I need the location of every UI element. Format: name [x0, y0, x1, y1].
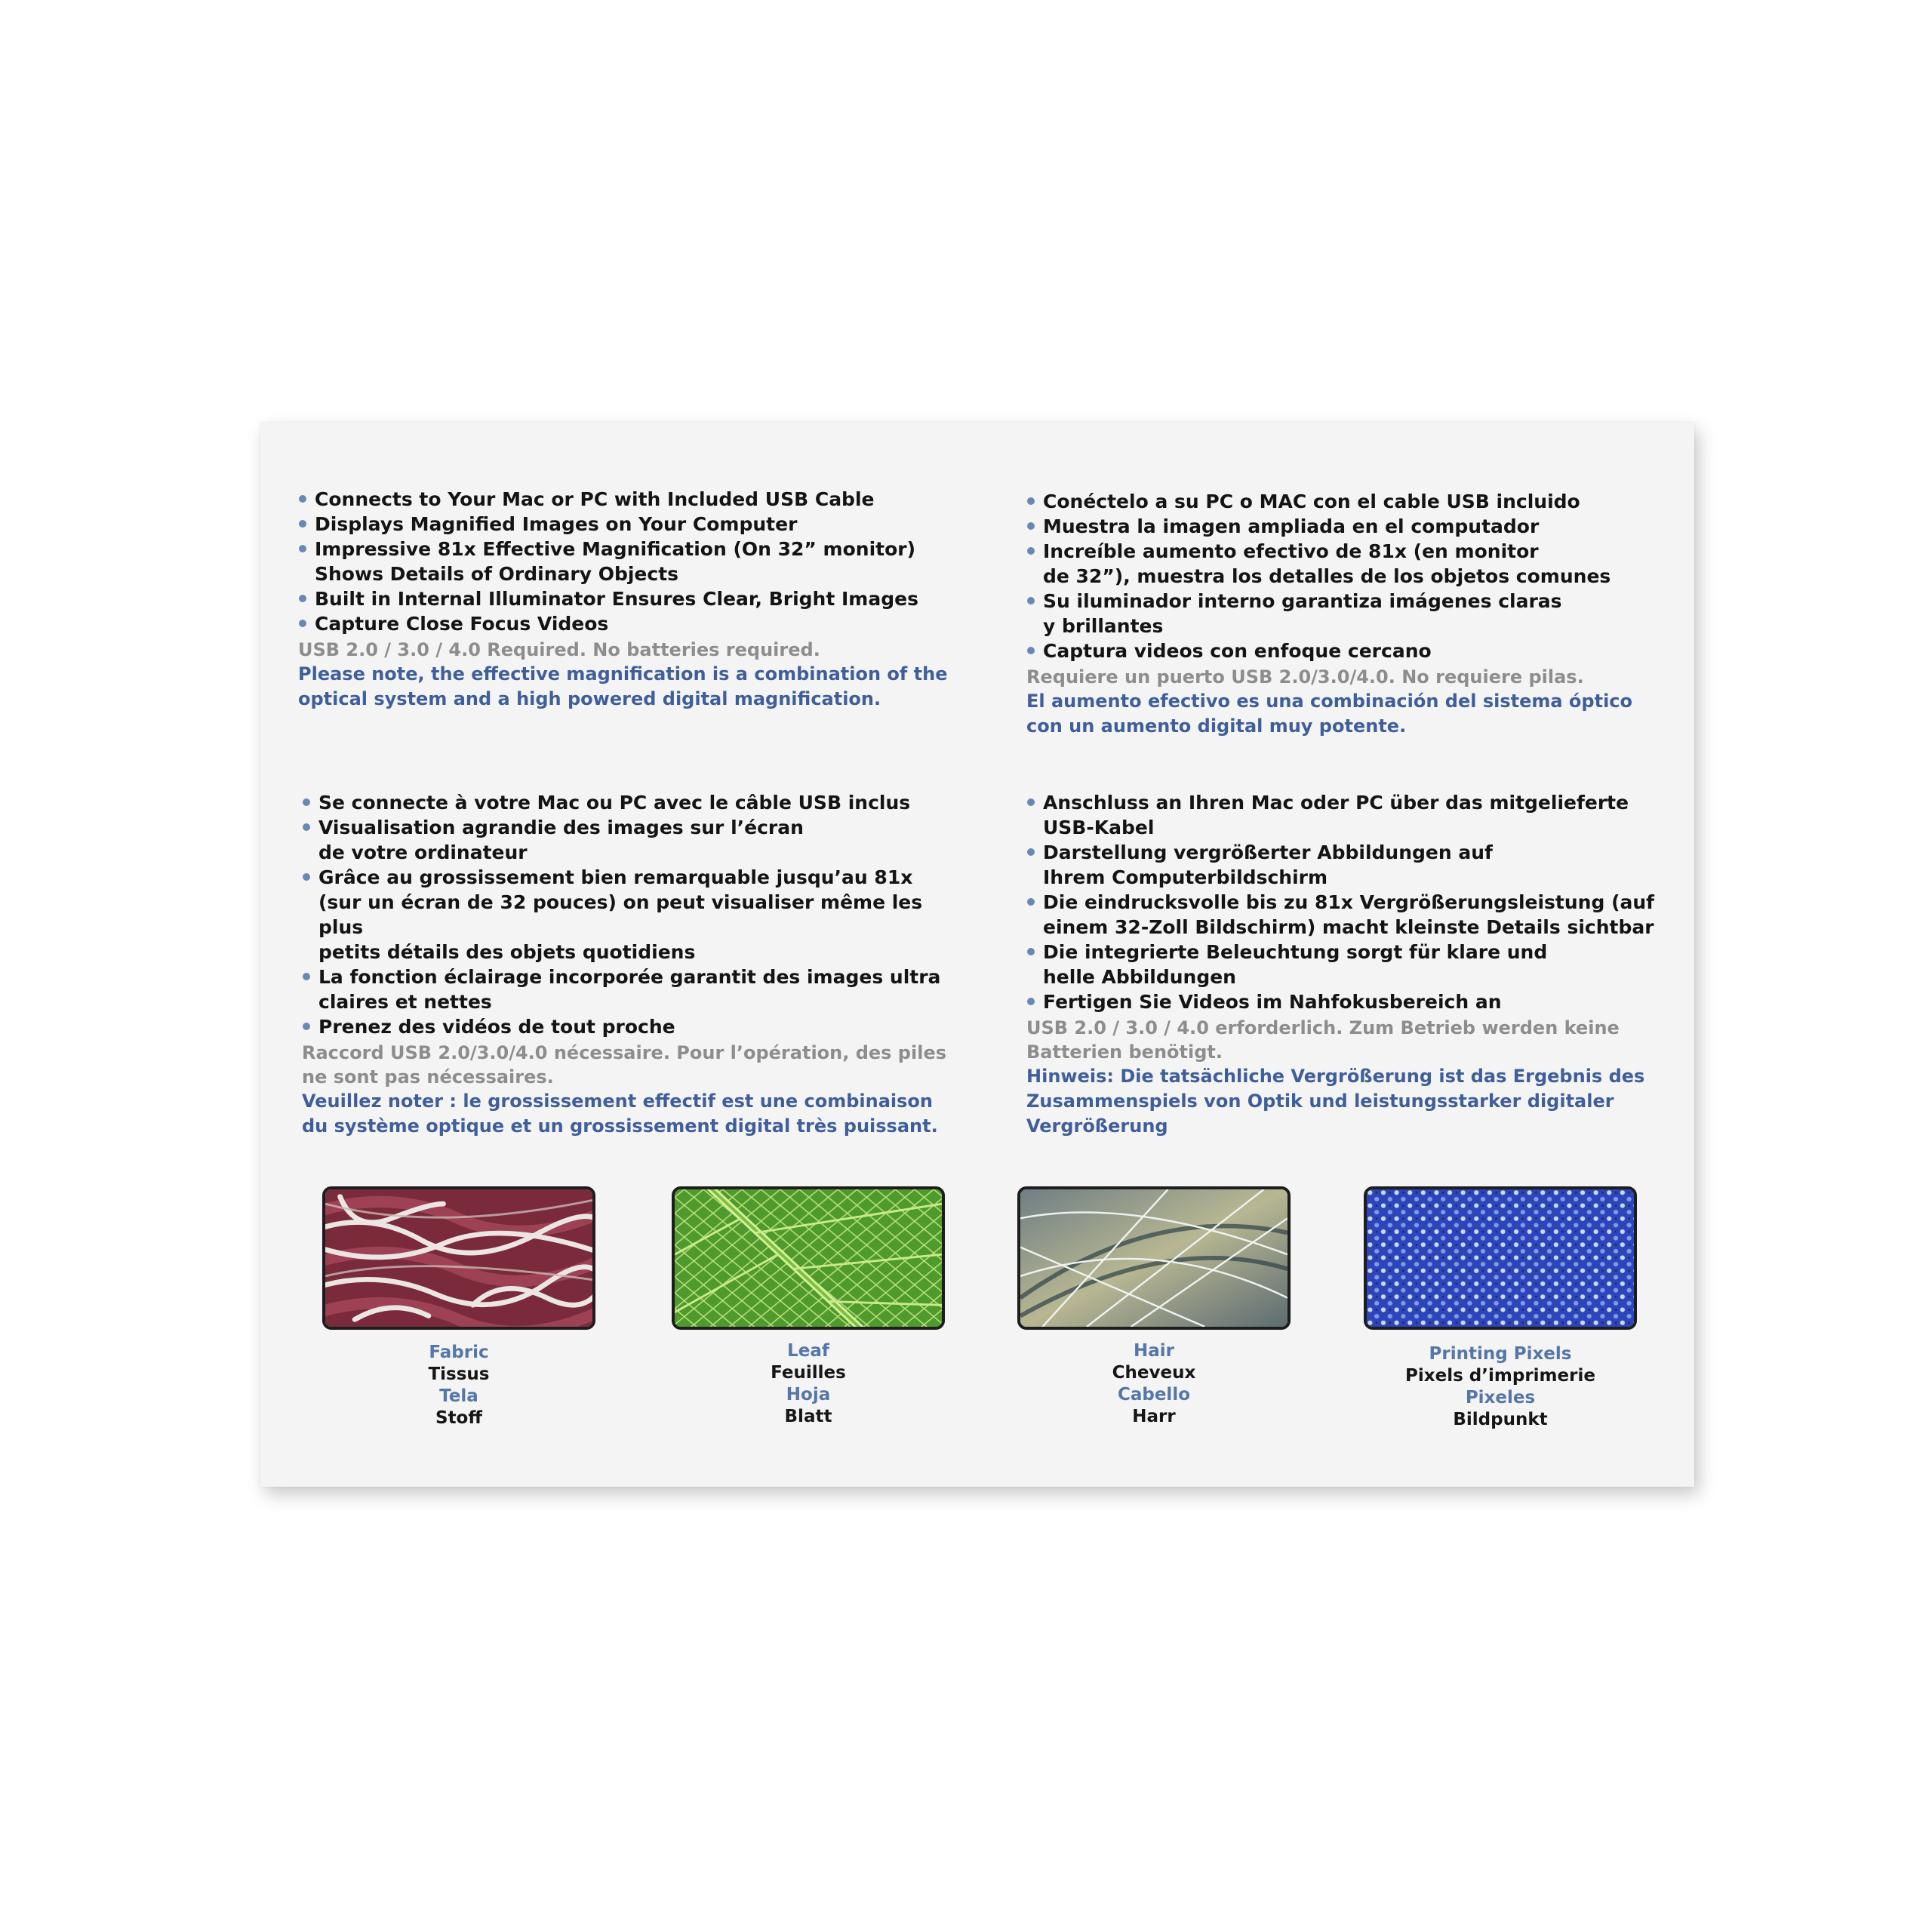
german-feature-list: [1026, 790, 1683, 1014]
french-requirements: Raccord USB 2.0/3.0/4.0 nécessaire. Pour l’opération, des piles ne sont pas nécessaires.: [302, 1042, 947, 1088]
list-item: Capture Close Focus Videos: [298, 611, 962, 636]
spanish-feature-list: [1026, 489, 1675, 663]
list-item: Su iluminador interno garantiza imágenes claras y brillantes: [1026, 589, 1675, 638]
caption-german: Harr: [1132, 1407, 1176, 1426]
caption-german: Bildpunkt: [1453, 1410, 1548, 1429]
leaf-caption: [672, 1340, 945, 1428]
fabric-texture-icon: [325, 1189, 592, 1327]
french-section: [302, 790, 966, 1139]
french-note: Veuillez noter : le grossissement effectif est une combinaison du système optique et un grossissement digital très puissant.: [302, 1091, 938, 1137]
leaf-texture-image: [672, 1186, 945, 1330]
caption-spanish: Hoja: [786, 1385, 831, 1404]
list-item: Prenez des vidéos de tout proche: [302, 1014, 966, 1039]
fabric-caption: [322, 1342, 595, 1429]
fabric-texture-image: [322, 1186, 595, 1330]
hair-texture-image: [1017, 1186, 1291, 1330]
caption-french: Feuilles: [771, 1363, 846, 1383]
list-item: Die eindrucksvolle bis zu 81x Vergrößerungsleistung (auf einem 32-Zoll Bildschirm) macht kleinste Details sichtbar: [1026, 890, 1683, 940]
list-item: Visualisation agrandie des images sur l’écran de votre ordinateur: [302, 815, 966, 865]
list-item: Conéctelo a su PC o MAC con el cable USB incluido: [1026, 489, 1675, 514]
printing-pixels-texture-image: [1364, 1186, 1637, 1330]
list-item: Built in Internal Illuminator Ensures Clear, Bright Images: [298, 586, 962, 611]
french-feature-list: [302, 790, 966, 1039]
list-item: La fonction éclairage incorporée garantit des images ultra claires et nettes: [302, 964, 966, 1014]
caption-german: Blatt: [784, 1407, 832, 1426]
caption-english: Hair: [1134, 1341, 1174, 1361]
list-item: Impressive 81x Effective Magnification (On 32” monitor) Shows Details of Ordinary Objects: [298, 537, 962, 586]
english-section: [298, 487, 962, 712]
caption-french: Cheveux: [1112, 1363, 1196, 1383]
english-requirements: USB 2.0 / 3.0 / 4.0 Required. No batteries required.: [298, 639, 820, 660]
hair-texture-icon: [1020, 1189, 1287, 1327]
hair-caption: [1017, 1340, 1291, 1428]
caption-english: Leaf: [787, 1341, 829, 1361]
caption-spanish: Cabello: [1117, 1385, 1191, 1404]
german-note: Hinweis: Die tatsächliche Vergrößerung ist das Ergebnis des Zusammenspiels von Optik und leistungsstarker digitaler Vergrößerung: [1026, 1066, 1645, 1137]
printing-pixels-caption: [1364, 1343, 1637, 1431]
leaf-texture-icon: [675, 1189, 942, 1327]
caption-spanish: Tela: [439, 1386, 478, 1406]
caption-english: Printing Pixels: [1429, 1344, 1572, 1364]
list-item: Captura videos con enfoque cercano: [1026, 638, 1675, 663]
german-section: [1026, 790, 1683, 1139]
english-feature-list: [298, 487, 962, 636]
list-item: Die integrierte Beleuchtung sorgt für klare und helle Abbildungen: [1026, 940, 1683, 989]
list-item: Darstellung vergrößerter Abbildungen auf Ihrem Computerbildschirm: [1026, 840, 1683, 890]
printing-pixels-texture-icon: [1367, 1189, 1634, 1327]
list-item: Fertigen Sie Videos im Nahfokusbereich an: [1026, 989, 1683, 1014]
list-item: Increíble aumento efectivo de 81x (en monitor de 32”), muestra los detalles de los objetos comunes: [1026, 539, 1675, 589]
caption-english: Fabric: [429, 1343, 489, 1362]
list-item: Connects to Your Mac or PC with Included USB Cable: [298, 487, 962, 512]
list-item: Displays Magnified Images on Your Computer: [298, 512, 962, 537]
german-requirements: USB 2.0 / 3.0 / 4.0 erforderlich. Zum Betrieb werden keine Batterien benötigt.: [1026, 1017, 1620, 1063]
caption-french: Tissus: [428, 1364, 490, 1384]
caption-spanish: Pixeles: [1465, 1388, 1536, 1407]
caption-german: Stoff: [435, 1408, 482, 1428]
product-info-card: [260, 423, 1694, 1487]
list-item: Grâce au grossissement bien remarquable jusqu’au 81x (sur un écran de 32 pouces) on peut visualiser même les plus petits détails des objets quotidiens: [302, 865, 966, 964]
list-item: Se connecte à votre Mac ou PC avec le câble USB inclus: [302, 790, 966, 815]
spanish-note: El aumento efectivo es una combinación del sistema óptico con un aumento digital muy potente.: [1026, 691, 1633, 737]
caption-french: Pixels d’imprimerie: [1405, 1366, 1595, 1386]
english-note: Please note, the effective magnification is a combination of the optical system and a high powered digital magnification.: [298, 663, 948, 709]
spanish-requirements: Requiere un puerto USB 2.0/3.0/4.0. No requiere pilas.: [1026, 666, 1584, 688]
list-item: Muestra la imagen ampliada en el computador: [1026, 514, 1675, 539]
list-item: Anschluss an Ihren Mac oder PC über das mitgelieferte USB-Kabel: [1026, 790, 1683, 840]
spanish-section: [1026, 489, 1675, 739]
